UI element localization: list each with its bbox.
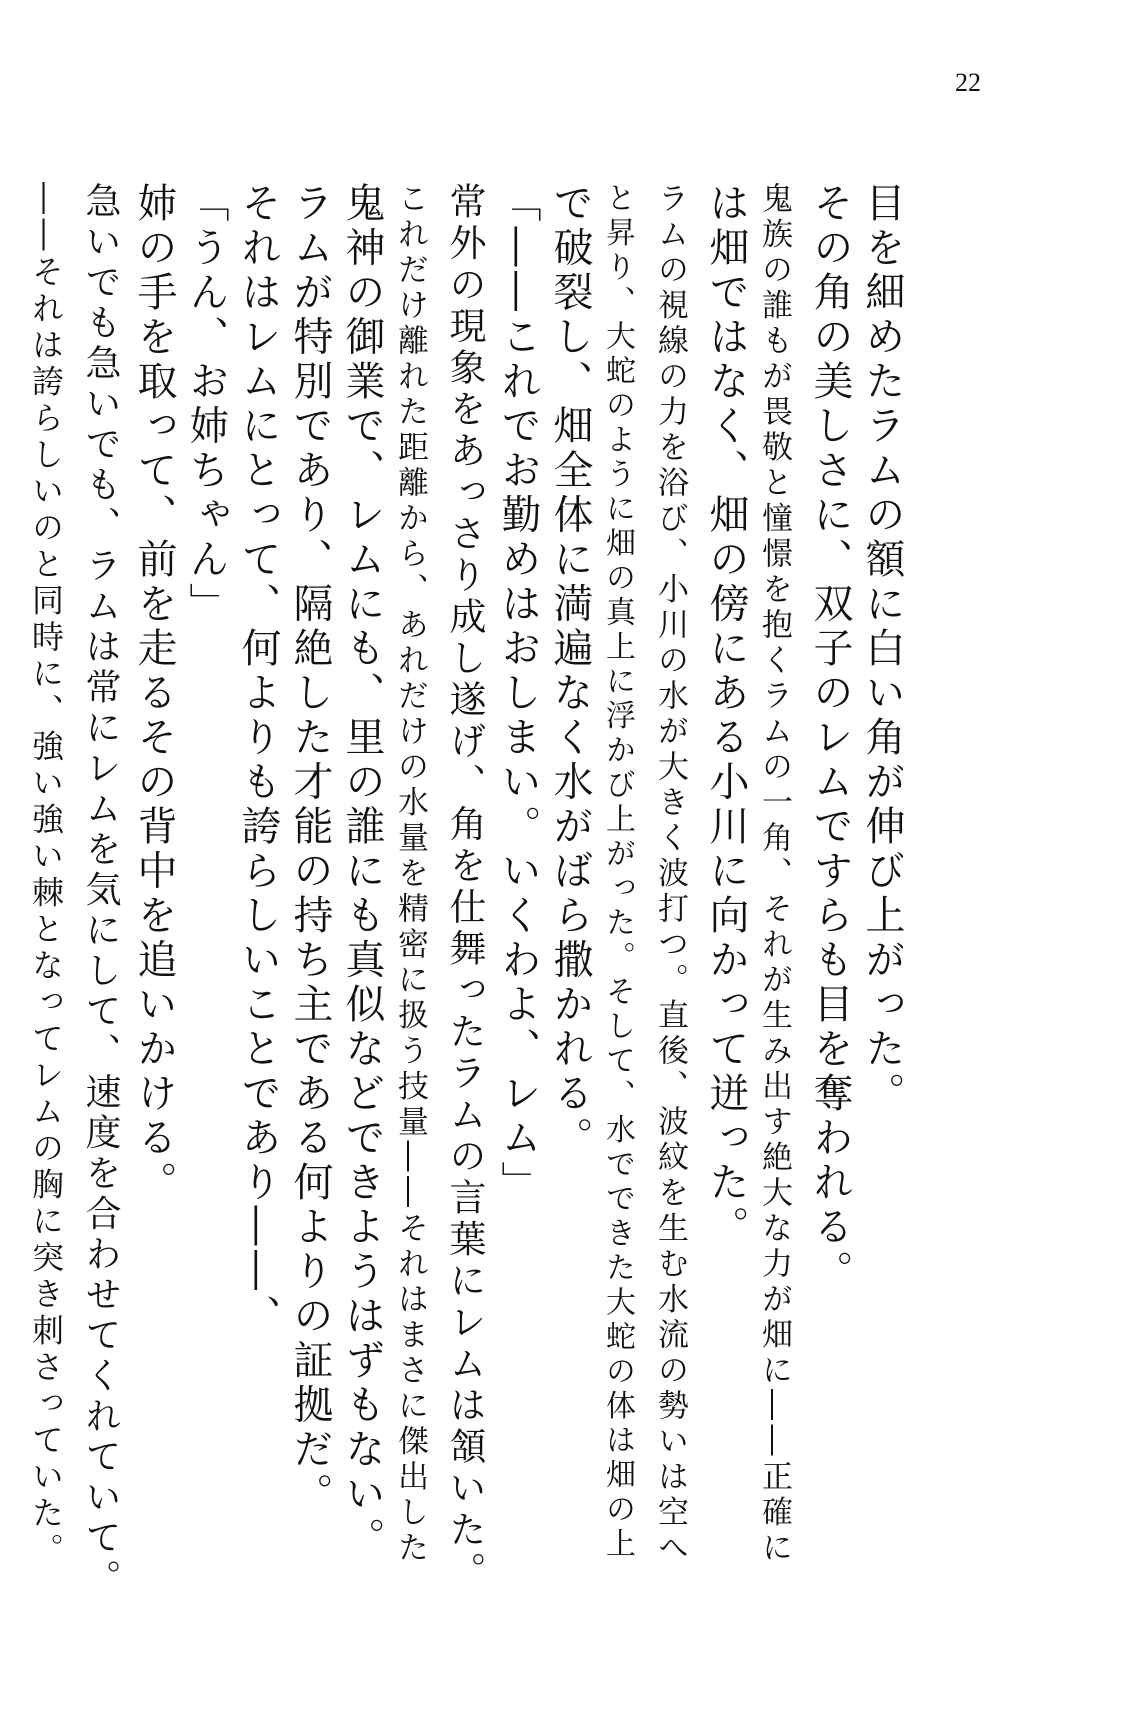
text-column: 「うん、お姉ちゃん」 (183, 182, 229, 627)
text-column: 姉の手を取って、前を走るその背中を追いかける。 (131, 182, 177, 1206)
text-column: 「――これでお勤めはおしまい。いくわよ、レム」 (495, 182, 541, 1206)
text-column: 鬼族の誰もが畏敬と憧憬を抱くラムの一角、それが生み出す絶大な力が畑に――正確に (756, 182, 792, 1567)
text-column: ラムが特別であり、隔絶した才能の持ち主である何よりの証拠だ。 (287, 182, 333, 1517)
text-column: と昇り、大蛇のように畑の真上に浮かび上がった。そして、水でできた大蛇の体は畑の上 (600, 182, 635, 1562)
text-column: 常外の現象をあっさり成し遂げ、角を仕舞ったラムの言葉にレムは頷いた。 (443, 182, 486, 1593)
text-column: で破裂し、畑全体に満遍なく水がばら撒かれる。 (547, 182, 593, 1161)
text-column: は畑ではなく、畑の傍にある小川に向かって迸った。 (703, 182, 749, 1250)
text-column: これだけ離れた距離から、あれだけの水量を精密に扱う技量――それはまさに傑出した (392, 182, 428, 1567)
text-column: ラムの視線の力を浴び、小川の水が大きく波打つ。直後、波紋を生む水流の勢いは空へ (652, 182, 688, 1567)
page-number: 22 (955, 68, 981, 97)
text-column: 目を細めたラムの額に白い角が伸び上がった。 (859, 182, 905, 1117)
text-column: その角の美しさに、双子のレムですらも目を奪われる。 (807, 182, 853, 1295)
text-column: ――それは誇らしいのと同時に、強い強い棘となってレムの胸に突き刺さっていた。 (27, 182, 65, 1569)
text-column: 急いでも急いでも、ラムは常にレムを気にして、速度を合わせてくれていて。 (80, 182, 121, 1600)
text-column: 鬼神の御業で、レムにも、里の誰にも真似などできようはずもない。 (339, 182, 385, 1562)
text-column: それはレムにとって、何よりも誇らしいことであり――、 (235, 182, 281, 1339)
